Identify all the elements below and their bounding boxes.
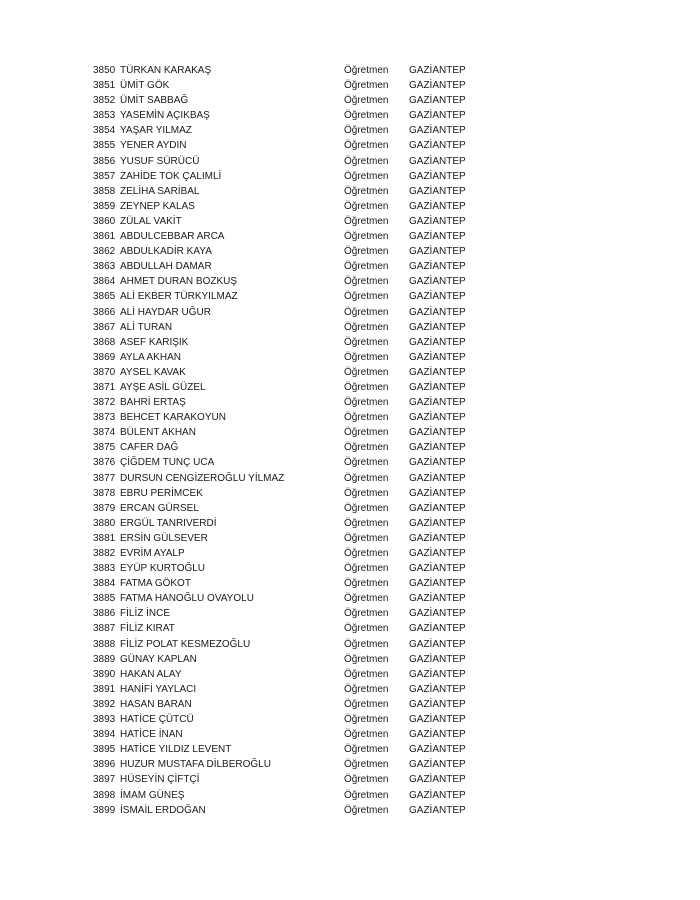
city-label: GAZİANTEP bbox=[409, 427, 466, 439]
row-number: 3873 bbox=[93, 412, 116, 424]
role-label: Öğretmen bbox=[344, 698, 389, 710]
person-name: HÜSEYİN ÇİFTÇİ bbox=[120, 774, 200, 786]
list-item bbox=[93, 682, 513, 697]
person-name: HASAN BARAN bbox=[120, 698, 192, 710]
city-label: GAZİANTEP bbox=[409, 517, 466, 529]
row-number: 3852 bbox=[93, 95, 116, 107]
city-label: GAZİANTEP bbox=[409, 306, 466, 318]
role-label: Öğretmen bbox=[344, 608, 389, 620]
role-label: Öğretmen bbox=[344, 95, 389, 107]
city-label: GAZİANTEP bbox=[409, 774, 466, 786]
row-number: 3865 bbox=[93, 291, 116, 303]
role-label: Öğretmen bbox=[344, 110, 389, 122]
row-number: 3863 bbox=[93, 261, 116, 273]
person-name: FATMA HANOĞLU OVAYOLU bbox=[120, 593, 254, 605]
list-item bbox=[93, 531, 513, 546]
person-name: BAHRİ ERTAŞ bbox=[120, 397, 186, 409]
list-item bbox=[93, 63, 513, 78]
list-item bbox=[93, 455, 513, 470]
row-number: 3896 bbox=[93, 759, 116, 771]
person-name: AYSEL KAVAK bbox=[120, 366, 186, 378]
person-name: YASEMİN AÇIKBAŞ bbox=[120, 110, 210, 122]
person-name: ZAHİDE TOK ÇALIMLİ bbox=[120, 170, 222, 182]
row-number: 3854 bbox=[93, 125, 116, 137]
list-item bbox=[93, 546, 513, 561]
person-name: ALİ HAYDAR UĞUR bbox=[120, 306, 211, 318]
city-label: GAZİANTEP bbox=[409, 321, 466, 333]
role-label: Öğretmen bbox=[344, 593, 389, 605]
role-label: Öğretmen bbox=[344, 306, 389, 318]
list-item bbox=[93, 757, 513, 772]
row-number: 3884 bbox=[93, 578, 116, 590]
city-label: GAZİANTEP bbox=[409, 185, 466, 197]
list-item bbox=[93, 138, 513, 153]
person-name: ABDULCEBBAR ARCA bbox=[120, 231, 225, 243]
row-number: 3858 bbox=[93, 185, 116, 197]
person-name: HAKAN ALAY bbox=[120, 668, 182, 680]
role-label: Öğretmen bbox=[344, 200, 389, 212]
list-item bbox=[93, 697, 513, 712]
city-label: GAZİANTEP bbox=[409, 608, 466, 620]
person-name: EBRU PERİMCEK bbox=[120, 487, 203, 499]
row-number: 3880 bbox=[93, 517, 116, 529]
role-label: Öğretmen bbox=[344, 291, 389, 303]
city-label: GAZİANTEP bbox=[409, 381, 466, 393]
person-name: FİLİZ KIRAT bbox=[120, 623, 175, 635]
city-label: GAZİANTEP bbox=[409, 472, 466, 484]
row-number: 3864 bbox=[93, 276, 116, 288]
list-item bbox=[93, 410, 513, 425]
city-label: GAZİANTEP bbox=[409, 563, 466, 575]
person-name: FİLİZ POLAT KESMEZOĞLU bbox=[120, 638, 251, 650]
person-name: TÜRKAN KARAKAŞ bbox=[120, 65, 212, 76]
row-number: 3885 bbox=[93, 593, 116, 605]
row-number: 3894 bbox=[93, 729, 116, 741]
role-label: Öğretmen bbox=[344, 276, 389, 288]
list-item bbox=[93, 788, 513, 803]
person-name: ZELİHA SARİBAL bbox=[120, 185, 200, 197]
role-label: Öğretmen bbox=[344, 321, 389, 333]
role-label: Öğretmen bbox=[344, 563, 389, 575]
person-name: EVRİM AYALP bbox=[120, 548, 185, 559]
person-name: CAFER DAĞ bbox=[120, 442, 179, 454]
row-number: 3851 bbox=[93, 80, 116, 92]
list-item bbox=[93, 591, 513, 606]
list-item bbox=[93, 425, 513, 440]
person-name: ÇİĞDEM TUNÇ UCA bbox=[120, 457, 215, 469]
row-number: 3869 bbox=[93, 351, 116, 363]
city-label: GAZİANTEP bbox=[409, 487, 466, 499]
row-number: 3889 bbox=[93, 653, 116, 665]
city-label: GAZİANTEP bbox=[409, 366, 466, 378]
role-label: Öğretmen bbox=[344, 336, 389, 348]
list-item bbox=[93, 335, 513, 350]
city-label: GAZİANTEP bbox=[409, 548, 466, 559]
row-number: 3892 bbox=[93, 698, 116, 710]
row-number: 3856 bbox=[93, 155, 116, 167]
city-label: GAZİANTEP bbox=[409, 110, 466, 122]
role-label: Öğretmen bbox=[344, 744, 389, 756]
person-name: ALİ EKBER TÜRKYILMAZ bbox=[120, 291, 238, 303]
list-item bbox=[93, 621, 513, 636]
city-label: GAZİANTEP bbox=[409, 65, 466, 76]
city-label: GAZİANTEP bbox=[409, 80, 466, 92]
person-name: EYÜP KURTOĞLU bbox=[120, 563, 206, 575]
person-name: YUSUF SÜRÜCÜ bbox=[120, 155, 200, 167]
role-label: Öğretmen bbox=[344, 170, 389, 182]
person-name: HANİFİ YAYLACI bbox=[120, 683, 197, 695]
row-number: 3870 bbox=[93, 366, 116, 378]
role-label: Öğretmen bbox=[344, 502, 389, 514]
city-label: GAZİANTEP bbox=[409, 668, 466, 680]
person-name: FATMA GÖKOT bbox=[120, 578, 191, 590]
row-number: 3875 bbox=[93, 442, 116, 454]
person-name: İSMAİL ERDOĞAN bbox=[120, 804, 206, 816]
list-item bbox=[93, 667, 513, 682]
city-label: GAZİANTEP bbox=[409, 291, 466, 303]
list-item bbox=[93, 742, 513, 757]
list-item bbox=[93, 395, 513, 410]
city-label: GAZİANTEP bbox=[409, 804, 466, 816]
role-label: Öğretmen bbox=[344, 472, 389, 484]
role-label: Öğretmen bbox=[344, 774, 389, 786]
role-label: Öğretmen bbox=[344, 215, 389, 227]
role-label: Öğretmen bbox=[344, 683, 389, 695]
list-item bbox=[93, 772, 513, 787]
role-label: Öğretmen bbox=[344, 442, 389, 454]
list-item bbox=[93, 274, 513, 289]
person-name: AYLA AKHAN bbox=[120, 351, 181, 363]
row-number: 3895 bbox=[93, 744, 116, 756]
role-label: Öğretmen bbox=[344, 623, 389, 635]
city-label: GAZİANTEP bbox=[409, 200, 466, 212]
list-item bbox=[93, 350, 513, 365]
city-label: GAZİANTEP bbox=[409, 442, 466, 454]
row-number: 3872 bbox=[93, 397, 116, 409]
role-label: Öğretmen bbox=[344, 487, 389, 499]
role-label: Öğretmen bbox=[344, 653, 389, 665]
person-name: ABDULKADİR KAYA bbox=[120, 246, 212, 258]
row-number: 3888 bbox=[93, 638, 116, 650]
city-label: GAZİANTEP bbox=[409, 623, 466, 635]
row-number: 3860 bbox=[93, 215, 116, 227]
city-label: GAZİANTEP bbox=[409, 246, 466, 258]
person-name: ALİ TURAN bbox=[120, 321, 173, 333]
row-number: 3876 bbox=[93, 457, 116, 469]
row-number: 3850 bbox=[93, 65, 116, 76]
row-number: 3855 bbox=[93, 140, 116, 152]
role-label: Öğretmen bbox=[344, 517, 389, 529]
role-label: Öğretmen bbox=[344, 185, 389, 197]
row-number: 3859 bbox=[93, 200, 116, 212]
person-name: GÜNAY KAPLAN bbox=[120, 653, 197, 665]
role-label: Öğretmen bbox=[344, 246, 389, 258]
role-label: Öğretmen bbox=[344, 729, 389, 741]
list-item bbox=[93, 471, 513, 486]
list-item bbox=[93, 154, 513, 169]
person-name: BEHCET KARAKOYUN bbox=[120, 412, 226, 424]
row-number: 3874 bbox=[93, 427, 116, 439]
list-item bbox=[93, 199, 513, 214]
role-label: Öğretmen bbox=[344, 65, 389, 76]
person-name: AYŞE ASİL GÜZEL bbox=[120, 381, 206, 393]
role-label: Öğretmen bbox=[344, 140, 389, 152]
list-item bbox=[93, 184, 513, 199]
row-number: 3881 bbox=[93, 532, 116, 544]
role-label: Öğretmen bbox=[344, 397, 389, 409]
city-label: GAZİANTEP bbox=[409, 532, 466, 544]
city-label: GAZİANTEP bbox=[409, 397, 466, 409]
list-item bbox=[93, 169, 513, 184]
role-label: Öğretmen bbox=[344, 759, 389, 771]
row-number: 3862 bbox=[93, 246, 116, 258]
person-name: ÜMİT SABBAĞ bbox=[120, 95, 189, 107]
city-label: GAZİANTEP bbox=[409, 95, 466, 107]
list-item bbox=[93, 637, 513, 652]
list-item bbox=[93, 652, 513, 667]
list-item bbox=[93, 259, 513, 274]
list-item bbox=[93, 576, 513, 591]
row-number: 3890 bbox=[93, 668, 116, 680]
person-name: ZÜLAL VAKİT bbox=[120, 215, 182, 227]
list-item bbox=[93, 606, 513, 621]
person-name: BÜLENT AKHAN bbox=[120, 427, 196, 439]
row-number: 3871 bbox=[93, 381, 116, 393]
city-label: GAZİANTEP bbox=[409, 729, 466, 741]
row-number: 3886 bbox=[93, 608, 116, 620]
row-number: 3893 bbox=[93, 714, 116, 726]
person-name: YENER AYDIN bbox=[120, 140, 187, 152]
city-label: GAZİANTEP bbox=[409, 140, 466, 152]
city-label: GAZİANTEP bbox=[409, 412, 466, 424]
list-item bbox=[93, 365, 513, 380]
person-name: ÜMİT GÖK bbox=[120, 80, 170, 92]
list-item bbox=[93, 108, 513, 123]
list-item bbox=[93, 486, 513, 501]
list-item bbox=[93, 78, 513, 93]
city-label: GAZİANTEP bbox=[409, 593, 466, 605]
role-label: Öğretmen bbox=[344, 155, 389, 167]
role-label: Öğretmen bbox=[344, 548, 389, 559]
city-label: GAZİANTEP bbox=[409, 683, 466, 695]
role-label: Öğretmen bbox=[344, 351, 389, 363]
role-label: Öğretmen bbox=[344, 532, 389, 544]
row-number: 3878 bbox=[93, 487, 116, 499]
list-item bbox=[93, 712, 513, 727]
list-item bbox=[93, 320, 513, 335]
person-name: HUZUR MUSTAFA DİLBEROĞLU bbox=[120, 759, 271, 771]
list-item bbox=[93, 229, 513, 244]
role-label: Öğretmen bbox=[344, 638, 389, 650]
list-item bbox=[93, 93, 513, 108]
list-item bbox=[93, 561, 513, 576]
city-label: GAZİANTEP bbox=[409, 351, 466, 363]
role-label: Öğretmen bbox=[344, 804, 389, 816]
city-label: GAZİANTEP bbox=[409, 744, 466, 756]
list-item bbox=[93, 214, 513, 229]
row-number: 3868 bbox=[93, 336, 116, 348]
role-label: Öğretmen bbox=[344, 668, 389, 680]
row-number: 3853 bbox=[93, 110, 116, 122]
role-label: Öğretmen bbox=[344, 80, 389, 92]
list-item bbox=[93, 380, 513, 395]
row-number: 3866 bbox=[93, 306, 116, 318]
city-label: GAZİANTEP bbox=[409, 638, 466, 650]
city-label: GAZİANTEP bbox=[409, 759, 466, 771]
row-number: 3867 bbox=[93, 321, 116, 333]
city-label: GAZİANTEP bbox=[409, 170, 466, 182]
role-label: Öğretmen bbox=[344, 789, 389, 801]
role-label: Öğretmen bbox=[344, 578, 389, 590]
list-item bbox=[93, 123, 513, 138]
person-name: FİLİZ İNCE bbox=[120, 608, 171, 620]
row-number: 3897 bbox=[93, 774, 116, 786]
person-name: ERCAN GÜRSEL bbox=[120, 502, 199, 514]
city-label: GAZİANTEP bbox=[409, 261, 466, 273]
list-item bbox=[93, 501, 513, 516]
person-name: AHMET DURAN BOZKUŞ bbox=[120, 276, 238, 288]
list-item bbox=[93, 440, 513, 455]
role-label: Öğretmen bbox=[344, 231, 389, 243]
city-label: GAZİANTEP bbox=[409, 276, 466, 288]
role-label: Öğretmen bbox=[344, 366, 389, 378]
row-number: 3877 bbox=[93, 472, 116, 484]
city-label: GAZİANTEP bbox=[409, 502, 466, 514]
person-name: ASEF KARIŞIK bbox=[120, 336, 189, 348]
role-label: Öğretmen bbox=[344, 125, 389, 137]
list-item bbox=[93, 244, 513, 259]
person-name: HATİCE ÇÜTCÜ bbox=[120, 714, 194, 726]
role-label: Öğretmen bbox=[344, 412, 389, 424]
city-label: GAZİANTEP bbox=[409, 789, 466, 801]
list-item bbox=[93, 305, 513, 320]
row-number: 3883 bbox=[93, 563, 116, 575]
row-number: 3857 bbox=[93, 170, 116, 182]
city-label: GAZİANTEP bbox=[409, 714, 466, 726]
row-number: 3898 bbox=[93, 789, 116, 801]
list-item bbox=[93, 289, 513, 304]
row-number: 3887 bbox=[93, 623, 116, 635]
row-number: 3882 bbox=[93, 548, 116, 559]
row-number: 3879 bbox=[93, 502, 116, 514]
city-label: GAZİANTEP bbox=[409, 336, 466, 348]
city-label: GAZİANTEP bbox=[409, 155, 466, 167]
city-label: GAZİANTEP bbox=[409, 215, 466, 227]
city-label: GAZİANTEP bbox=[409, 125, 466, 137]
city-label: GAZİANTEP bbox=[409, 578, 466, 590]
role-label: Öğretmen bbox=[344, 261, 389, 273]
person-name: ZEYNEP KALAS bbox=[120, 200, 195, 212]
city-label: GAZİANTEP bbox=[409, 457, 466, 469]
row-number: 3861 bbox=[93, 231, 116, 243]
role-label: Öğretmen bbox=[344, 457, 389, 469]
city-label: GAZİANTEP bbox=[409, 231, 466, 243]
person-name: ERSİN GÜLSEVER bbox=[120, 532, 208, 544]
person-name: HATİCE İNAN bbox=[120, 729, 183, 741]
row-number: 3891 bbox=[93, 683, 116, 695]
role-label: Öğretmen bbox=[344, 714, 389, 726]
person-name: İMAM GÜNEŞ bbox=[120, 789, 185, 801]
city-label: GAZİANTEP bbox=[409, 698, 466, 710]
list-item bbox=[93, 727, 513, 742]
person-name: YAŞAR YILMAZ bbox=[120, 125, 192, 137]
list-item bbox=[93, 803, 513, 818]
city-label: GAZİANTEP bbox=[409, 653, 466, 665]
personnel-list bbox=[93, 63, 513, 818]
person-name: ABDULLAH DAMAR bbox=[120, 261, 212, 273]
row-number: 3899 bbox=[93, 804, 116, 816]
role-label: Öğretmen bbox=[344, 427, 389, 439]
person-name: DURSUN CENGİZEROĞLU YİLMAZ bbox=[120, 472, 285, 484]
person-name: ERGÜL TANRIVERDİ bbox=[120, 517, 217, 529]
role-label: Öğretmen bbox=[344, 381, 389, 393]
list-item bbox=[93, 516, 513, 531]
person-name: HATİCE YILDIZ LEVENT bbox=[120, 744, 232, 756]
